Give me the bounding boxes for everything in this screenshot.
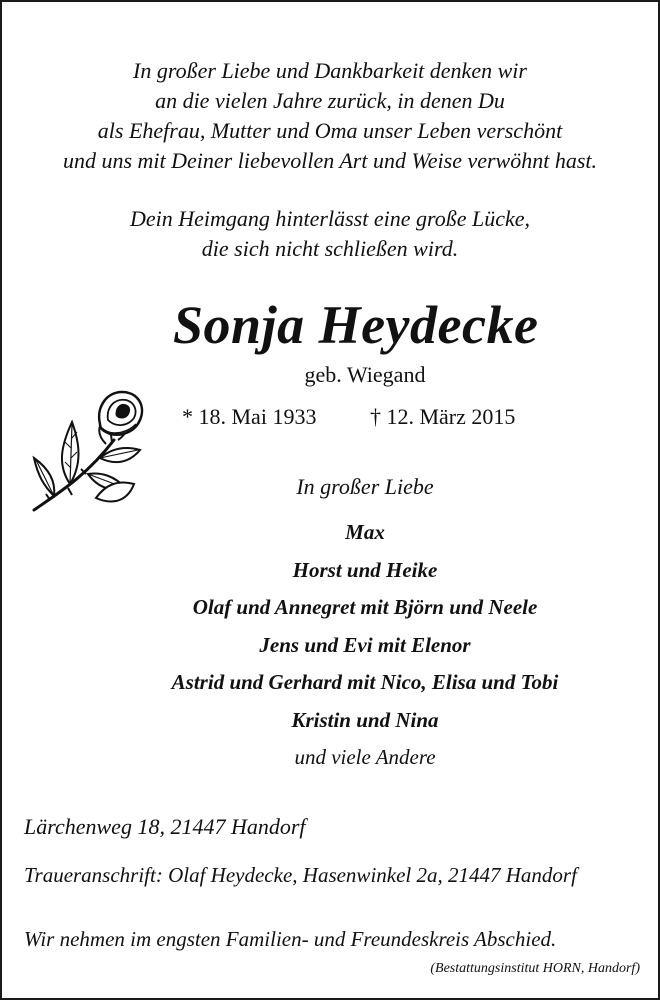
family-others: und viele Andere <box>294 745 436 769</box>
family-member: Olaf und Annegret mit Björn und Neele <box>192 595 538 619</box>
family-member: Kristin und Nina <box>291 707 439 732</box>
mourning-address: Traueranschrift: Olaf Heydecke, Hasenwinkel 2a, 21447 Handorf <box>24 863 577 887</box>
loss-text <box>0 204 660 264</box>
loss-line: Dein Heimgang hinterlässt eine große Lücke, <box>130 206 530 231</box>
intro-line: In großer Liebe und Dankbarkeit denken wir <box>133 58 527 83</box>
family-list <box>0 514 660 777</box>
family-member: Astrid und Gerhard mit Nico, Elisa und Tobi <box>171 670 559 694</box>
birth-date: * 18. Mai 1933 <box>182 404 317 429</box>
death-date: † 12. März 2015 <box>369 404 516 429</box>
family-header: In großer Liebe <box>296 474 434 499</box>
intro-line: und uns mit Deiner liebevollen Art und Weise verwöhnt hast. <box>62 148 598 173</box>
undertaker-credit: (Bestattungsinstitut HORN, Handorf) <box>430 961 640 976</box>
birth-name: geb. Wiegand <box>304 362 426 387</box>
family-member: Max <box>345 520 385 544</box>
life-dates <box>182 401 515 433</box>
family-member: Horst und Heike <box>292 557 438 582</box>
intro-line: als Ehefrau, Mutter und Oma unser Leben verschönt <box>97 118 563 143</box>
loss-line: die sich nicht schließen wird. <box>201 236 459 261</box>
home-address: Lärchenweg 18, 21447 Handorf <box>24 814 306 839</box>
deceased-name: Sonja Heydecke <box>173 295 539 355</box>
intro-text <box>0 56 660 176</box>
family-member: Jens und Evi mit Elenor <box>259 632 471 657</box>
farewell-note: Wir nehmen im engsten Familien- und Freundeskreis Abschied. <box>24 927 557 951</box>
intro-line: an die vielen Jahre zurück, in denen Du <box>155 88 505 113</box>
